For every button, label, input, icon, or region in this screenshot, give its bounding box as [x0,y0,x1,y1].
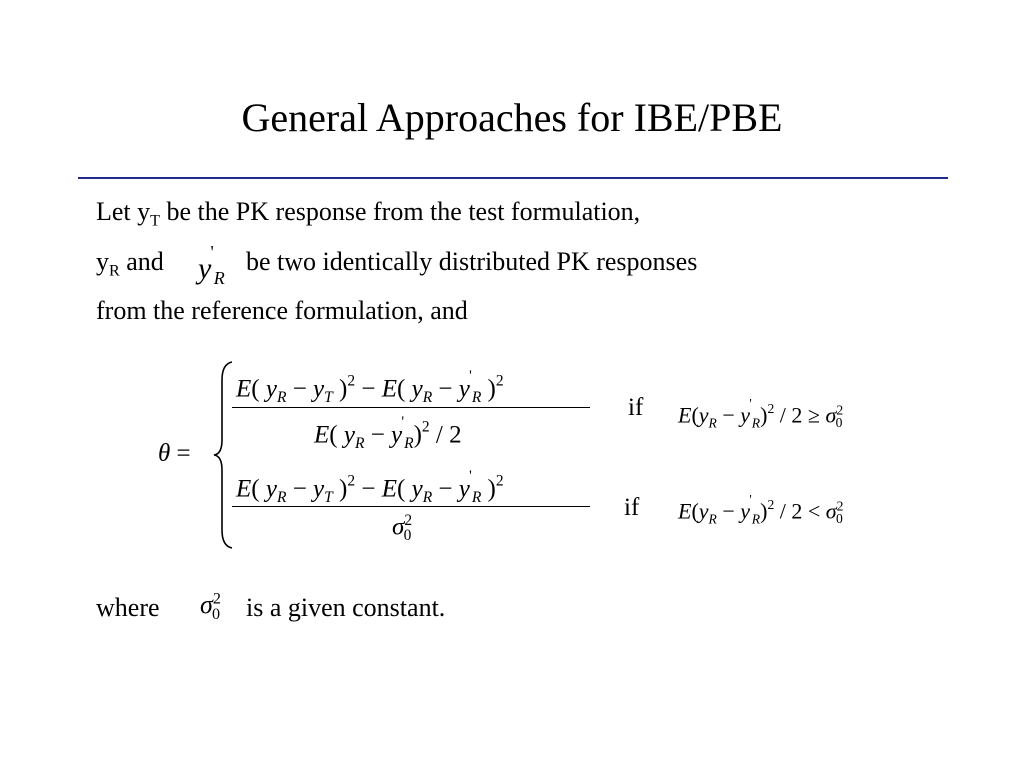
left-brace [212,360,236,550]
line2-y: y [96,247,109,276]
body-line-1 [96,196,640,231]
where-prefix: where [96,593,160,622]
where-rest: is a given constant. [246,593,446,622]
line2-and: and [119,247,164,276]
case2-condition: $E(y_R - y'_R)^2 / 2 < \sigma^2_0$ [678,492,844,527]
case1-fraction-line [232,407,590,408]
slide-title: General Approaches for IBE/PBE [241,95,783,140]
case1-condition: $E(y_R - y'_R)^2 / 2 \ge \sigma^2_0$ [678,396,844,431]
case1-if: if [628,394,644,421]
formula-lhs: θ = [158,440,191,467]
body-line-3: from the reference formulation, and [96,296,468,325]
line2-math-yR-prime: $y'_R$ [198,242,225,289]
title-rule [78,177,948,179]
case2-numerator: E( $y_R - y_T$ )$^2$ − E( $y_R - y'_R$ )$^2$ [236,468,504,506]
body-line-2 [96,246,164,281]
case2-fraction-line [232,506,590,507]
case2-denominator: $\sigma^2_0$ [392,512,413,544]
line1-rest: be the PK response from the test formulation, [160,197,641,226]
where-sigma: $\sigma^2_0$ [200,590,221,623]
line2-sub: R [109,262,120,280]
case2-if: if [624,494,640,521]
line1-prefix: Let y [96,197,151,226]
case1-denominator: E( $y_R - y'_R)^2 / 2$ [314,414,462,452]
case1-numerator: E( $y_R - y_T$ )$^2$ − E( $y_R - y'_R$ )$^2$ [236,368,504,406]
line2-rest: be two identically distributed PK responses [246,247,698,276]
line1-sub: T [150,212,160,230]
